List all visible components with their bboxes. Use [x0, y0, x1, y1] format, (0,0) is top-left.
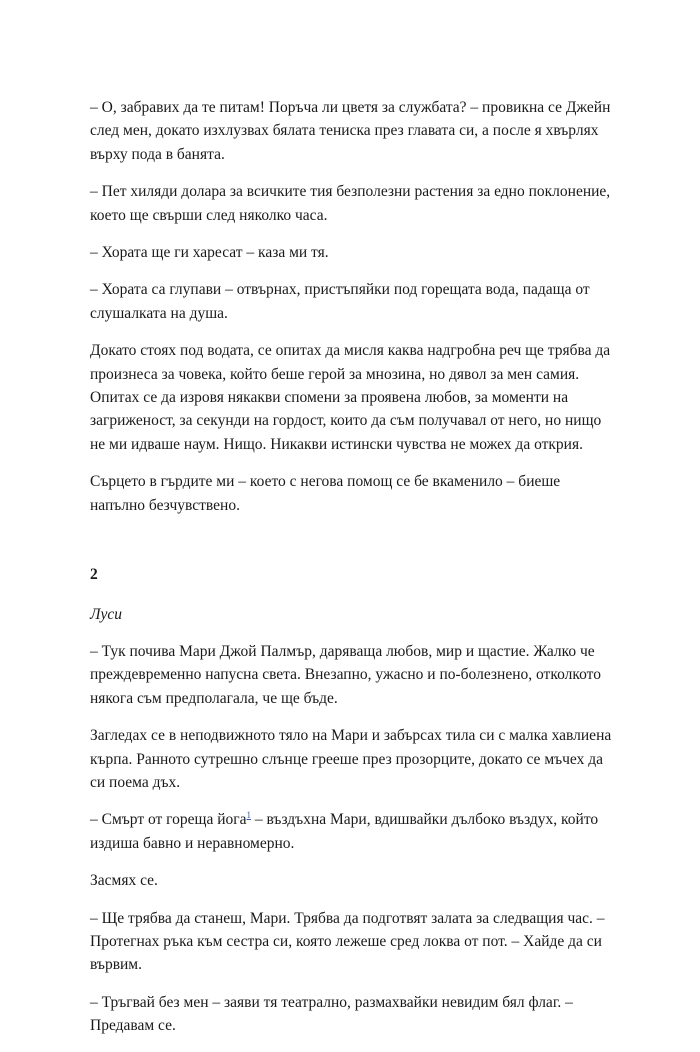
chapter-narrator: Луси [90, 605, 123, 623]
paragraph: Засмях се. [90, 872, 158, 890]
chapter-number: 2 [90, 566, 98, 584]
paragraph-with-footnote [90, 808, 615, 855]
paragraph: – Тръгвай без мен – заяви тя театрално, размахвайки невидим бял флаг. – Предавам се. [90, 993, 573, 1035]
paragraph: – Ще трябва да станеш, Мари. Трябва да подготвят залата за следващия час. – Протегнах ръка към сестра си, която лежеше сред локва от пот. – Хайде да си вървим. [90, 909, 605, 974]
paragraph-text: – въздъхна Мари, вдишвайки дълбоко въздух, който издиша бавно и неравномерно. [90, 811, 599, 852]
paragraph: – Хората ще ги харесат – каза ми тя. [90, 244, 329, 262]
book-page [90, 96, 615, 1052]
paragraph: – Пет хиляди долара за всичките тия безполезни растения за едно поклонение, което ще свърши след няколко часа. [90, 183, 611, 224]
paragraph: Загледах се в неподвижното тяло на Мари и забърсах тила си с малка хавлиена кърпа. Ранното сутрешно слънце грееше през прозорците, докато се мъчех да си поема дъх. [90, 727, 612, 791]
paragraph: Сърцето в гърдите ми – което с негова помощ се бе вкаменило – биеше напълно безчувствено. [90, 473, 561, 514]
paragraph: Докато стоях под водата, се опитах да мисля каква надгробна реч ще трябва да произнеса за човека, който беше герой за мнозина, но дявол за мен самия. Опитах се да изровя някакви спомени за проявена любов, за моменти на загриженост, за секунди на гордост, които да съм получавал от него, но нищо не ми идваше наум. Нищо. Никакви истински чувства не можех да открия. [90, 342, 611, 453]
paragraph-text: – Смърт от гореща йога [90, 811, 247, 829]
paragraph: – Тук почива Мари Джой Палмър, даряваща любов, мир и щастие. Жалко че преждевременно напусна света. Внезапно, ужасно и по-болезнено, отколкото някога съм предполагала, че ще бъде. [90, 642, 601, 707]
paragraph: – Хората са глупави – отвърнах, пристъпяйки под горещата вода, падаща от слушалката на душа. [90, 281, 590, 322]
footnote-link[interactable]: 1 [246, 810, 251, 821]
paragraph: – О, забравих да те питам! Поръча ли цветя за службата? – провикна се Джейн след мен, докато изхлузвах бялата тениска през главата си, а после я хвърлях върху пода в банята. [90, 99, 611, 163]
